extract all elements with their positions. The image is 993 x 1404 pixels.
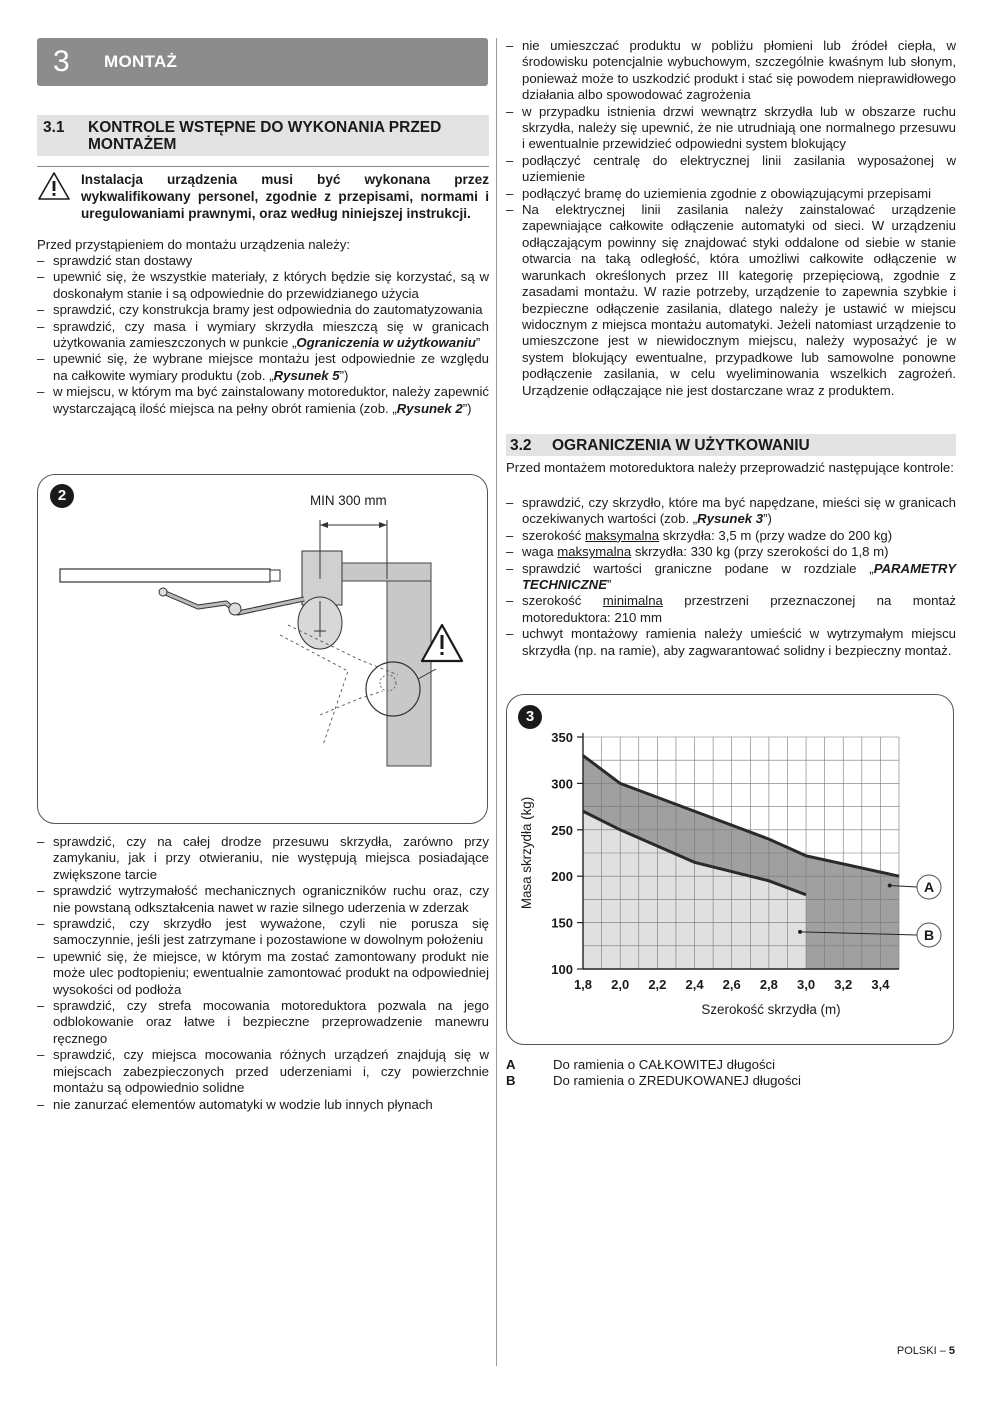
list-item: – Na elektrycznej linii zasilania należy zainstalować urządzenie zapewniające całkowite odłączenie automatyki od sieci. W urządzeniu odłączającym powinny się znajdować styki oddalone od siebie w stanie otwarcia na taką odległość, która umożliwi całkowite odłączenie w warunkach określonych przez III kategorię przepięciową, zgodnie z zasadami montażu. W razie potrzeby, urządzenie to zapewnia szybkie i bezpieczne odłączenie zasilania, dlatego należy je ustawić w miejscu widocznym z miejsca montażu automatyki. Jeżeli natomiast urządzenie to umieszczone jest w niewidocznym miejscu, należy wyposażyć je w system blokujący ewentualne, przypadkowe lub samowolne ponowne podłączenie zasilania, w celu wyeliminowania wszelkich zagrożeń. Urządzenie odłączające nie jest dostarczane wraz z produktem. (506, 202, 956, 398)
chart-legend (506, 1057, 956, 1089)
chapter-number: 3 (53, 45, 70, 78)
dimension-label: MIN 300 mm (310, 493, 387, 508)
list-item: – sprawdzić wytrzymałość mechanicznych ograniczników ruchu oraz, czy nie powstaną odkształcenia nawet w razie silnego uderzenia w zderzak (37, 883, 489, 915)
y-tick-label: 350 (551, 730, 573, 745)
reference-link: Rysunek 5 (273, 367, 340, 383)
callout-label: B (923, 927, 935, 943)
list-item: – sprawdzić, czy skrzydło, które ma być napędzane, mieści się w granicach oczekiwanych wartości (zob. „Rysunek 3”) (506, 495, 956, 527)
list-item: – sprawdzić, czy masa i wymiary skrzydła mieszczą się w granicach użytkowania zamieszczonych w punkcie „Ograniczenia w użytkowaniu” (37, 318, 489, 351)
y-tick-label: 200 (551, 869, 573, 885)
reference-link: Rysunek 2 (396, 400, 463, 416)
list-item: – waga maksymalna skrzydła: 330 kg (przy szerokości do 1,8 m) (506, 544, 889, 560)
list-item: – sprawdzić, czy konstrukcja bramy jest odpowiednia do zautomatyzowania (37, 302, 483, 318)
list-item: – upewnić się, że wybrane miejsce montażu jest odpowiednie ze względu na całkowite wymiary produktu (zob. „Rysunek 5”) (37, 351, 489, 383)
warning-text: Instalacja urządzenia musi być wykonana przez wykwalifikowany personel, zgodnie z przepisami, normami i uregulowaniami prawnymi, oraz według niniejszej instrukcji. (81, 172, 489, 221)
callout-dot (798, 930, 802, 934)
legend-key: A (506, 1057, 516, 1072)
list-item: – sprawdzić wartości graniczne podane w rozdziale „PARAMETRY TECHNICZNE” (506, 560, 956, 593)
figure-2 (37, 474, 488, 824)
list-item: – podłączyć centralę do elektrycznej linii zasilania wyposażonej w uziemienie (506, 152, 956, 185)
section-heading-3-2 (506, 434, 956, 456)
reference-link: PARAMETRY TECHNICZNE (522, 560, 956, 593)
legend-row (506, 1057, 956, 1073)
y-tick-label: 300 (551, 776, 573, 792)
list-item: – sprawdzić, czy na całej drodze przesuwu skrzydła, zarówno przy zamykaniu, jak i przy otwieraniu, nie występują miejsca posiadające zwiększone tarcie (37, 834, 489, 882)
column-divider (496, 38, 497, 1366)
width-mass-chart (507, 695, 954, 1045)
rule (37, 166, 489, 167)
page-footer (897, 1343, 955, 1359)
warning-triangle-icon (37, 171, 71, 201)
reference-link: Ograniczenia w użytkowaniu (296, 335, 476, 351)
x-tick-label: 2,0 (611, 977, 630, 992)
section-title: KONTROLE WSTĘPNE DO WYKONANIA PRZED MONTAŻEM (88, 119, 442, 153)
list-item: – sprawdzić, czy skrzydło jest wyważone, czyli nie porusza się samoczynnie, jeśli jest zatrzymane i pozostawione w dowolnym położeniu (37, 916, 489, 948)
checklist-3 (506, 38, 956, 399)
figure-badge: 3 (518, 705, 542, 729)
x-tick-label: 3,4 (871, 977, 890, 992)
page-number: 5 (948, 1345, 955, 1357)
legend-text: Do ramienia o CAŁKOWITEJ długości (553, 1057, 776, 1072)
y-axis-label: Masa skrzydła (kg) (519, 796, 534, 910)
gate-arm-diagram (38, 475, 488, 824)
legend-row (506, 1073, 956, 1089)
section-title: OGRANICZENIA W UŻYTKOWANIU (552, 437, 810, 454)
footer-language: POLSKI – (896, 1345, 949, 1357)
x-tick-label: 3,2 (834, 977, 853, 992)
x-tick-label: 2,2 (648, 977, 667, 992)
legend-key: B (506, 1073, 516, 1088)
intro-text: Przed przystąpieniem do montażu urządzenia należy: (37, 237, 351, 252)
list-item: – upewnić się, że miejsce, w którym ma zostać zamontowany produkt nie może ulec podtopieniu; ewentualnie zamontować produkt na odpowiedniej wysokości od podłoża (37, 948, 489, 997)
list-item: – nie zanurzać elementów automatyki w wodzie lub innych płynach (37, 1096, 433, 1112)
section-number: 3.1 (43, 119, 65, 136)
callout-label: A (923, 879, 935, 895)
x-tick-label: 2,6 (722, 977, 741, 992)
list-item: – w przypadku istnienia drzwi wewnątrz skrzydła lub w obszarze ruchu skrzydła, należy się upewnić, że nie utrudniają one normalnego przesuwu i ewentualnie przewidzieć odpowiedni system blokujący (506, 103, 956, 152)
chapter-title: MONTAŻ (104, 52, 178, 71)
checklist-2 (37, 834, 489, 1113)
chapter-header (37, 38, 488, 86)
section-intro: Przed montażem motoreduktora należy przeprowadzić następujące kontrole: (506, 460, 954, 475)
x-tick-label: 2,4 (685, 977, 704, 992)
legend-text: Do ramienia o ZREDUKOWANEJ długości (553, 1073, 801, 1088)
figure-3 (506, 694, 954, 1045)
x-tick-label: 3,0 (797, 977, 816, 992)
list-item: – uchwyt montażowy ramienia należy umieścić w wytrzymałym miejscu skrzydła (np. na ramie), aby zagwarantować solidny i bezpieczny montaż. (506, 626, 956, 658)
list-item: – sprawdzić stan dostawy (37, 253, 193, 268)
x-tick-label: 1,8 (573, 977, 593, 992)
section-number: 3.2 (510, 437, 532, 454)
list-item: – w miejscu, w którym ma być zainstalowany motoreduktor, należy zapewnić wystarczającą ilość miejsca na pełny obrót ramienia (zob. „Rysunek 2”) (37, 384, 489, 416)
list-item: – sprawdzić, czy strefa mocowania motoreduktora pozwala na jego odblokowanie oraz łatwe i bezpieczne przeprowadzenie manewru ręcznego (37, 998, 489, 1046)
section-heading-3-1 (37, 115, 489, 156)
x-axis-label: Szerokość skrzydła (m) (701, 1002, 841, 1017)
list-item: – szerokość maksymalna skrzydła: 3,5 m (przy wadze do 200 kg) (506, 527, 893, 543)
list-item: – podłączyć bramę do uziemienia zgodnie z obowiązującymi przepisami (506, 185, 932, 201)
list-item: – sprawdzić, czy miejsca mocowania różnych urządzeń znajdują się w miejscach zabezpieczonych przed uderzeniami i, czy powierzchnie montażu są odpowiednio solidne (37, 1047, 489, 1096)
list-item: – szerokość minimalna przestrzeni przeznaczonej na montaż motoreduktora: 210 mm (506, 593, 956, 625)
checklist-4 (506, 495, 956, 659)
figure-badge: 2 (50, 484, 74, 508)
y-tick-label: 150 (551, 915, 573, 931)
callout-dot (888, 883, 892, 887)
checklist-1 (37, 253, 489, 417)
x-tick-label: 2,8 (759, 977, 778, 992)
list-item: – upewnić się, że wszystkie materiały, z których będzie się korzystać, są w doskonałym stanie i są odpowiednie do przewidzianego użycia (37, 269, 489, 301)
list-item: – nie umieszczać produktu w pobliżu płomieni lub źródeł ciepła, w środowisku potencjalnie wybuchowym, szczególnie kwaśnym lub słonym, ponieważ może to uszkodzić produkt i stać się powodem nieprawidłowego działania albo spowodować zagrożenia (506, 38, 956, 103)
y-tick-label: 250 (551, 822, 573, 838)
reference-link: Rysunek 3 (697, 511, 764, 527)
y-tick-label: 100 (551, 962, 573, 977)
